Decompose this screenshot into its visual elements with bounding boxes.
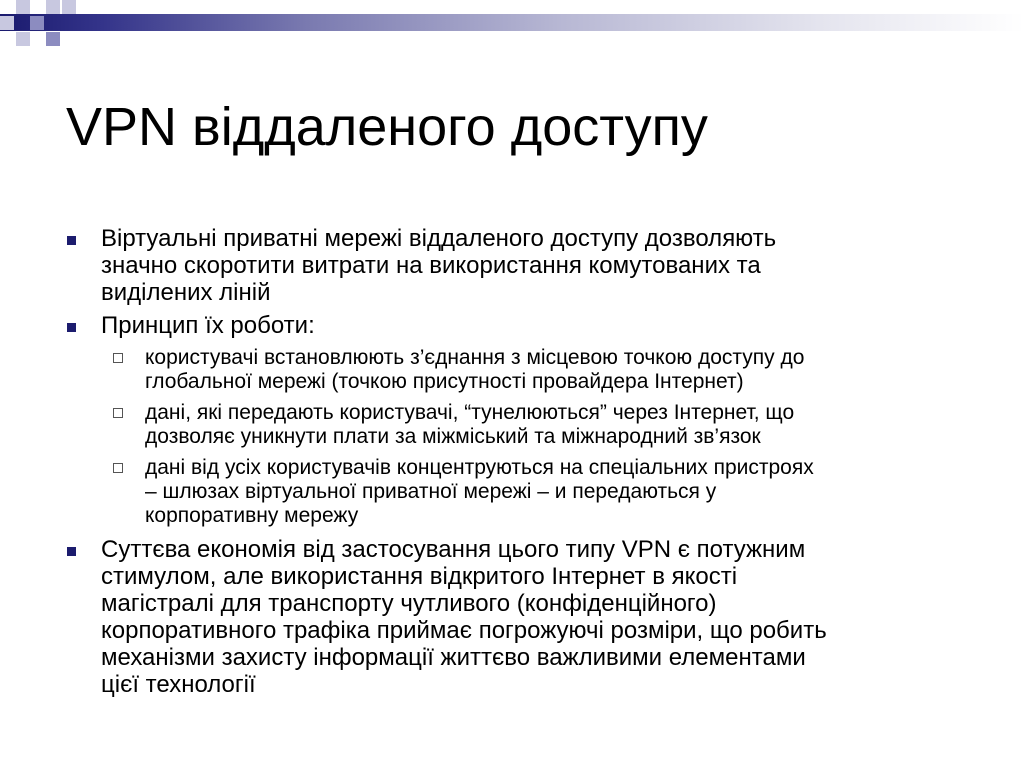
bullet-square-icon	[67, 236, 76, 245]
sub-bullet-text: дані, які передають користувачі, “тунелюються” через Інтернет, що дозволяє уникнути плати за міжміський та міжнародний зв’язок	[145, 401, 795, 448]
bullet-text: Віртуальні приватні мережі віддаленого доступу дозволяють значно скоротити витрати на використання комутованих та виділених ліній	[101, 225, 777, 306]
decorative-square	[16, 0, 30, 14]
bullet-text: Принцип їх роботи:	[101, 312, 315, 339]
decorative-square	[0, 16, 14, 30]
sub-bullet-text: користувачі встановлюють з’єднання з місцевою точкою доступу до глобальної мережі (точкою присутності провайдера Інтернет)	[145, 346, 805, 393]
decorative-square	[46, 32, 60, 46]
decorative-gradient-bar	[0, 14, 1024, 31]
decorative-square	[16, 32, 30, 46]
bullet-square-icon	[67, 547, 76, 556]
decorative-square	[62, 0, 76, 14]
sub-bullet-square-icon	[113, 353, 123, 363]
bullet-text: Суттєва економія від застосування цього типу VPN є потужним стимулом, але використання відкритого Інтернет в якості магістралі для транспорту чутливого (конфіденційного) корпоративного трафіка приймає погрожуючі розміри, що робить механізми захисту інформації життєво важливими елементами цієї технології	[101, 536, 827, 698]
decorative-square	[30, 16, 44, 30]
sub-bullet-square-icon	[113, 463, 123, 473]
slide-title: VPN віддаленого доступу	[66, 97, 708, 157]
sub-bullet-square-icon	[113, 408, 123, 418]
bullet-square-icon	[67, 323, 76, 332]
sub-bullet-text: дані від усіх користувачів концентруються на спеціальних пристроях – шлюзах віртуальної приватної мережі – и передаються у корпоративну мережу	[145, 456, 814, 527]
decorative-square	[46, 0, 60, 14]
